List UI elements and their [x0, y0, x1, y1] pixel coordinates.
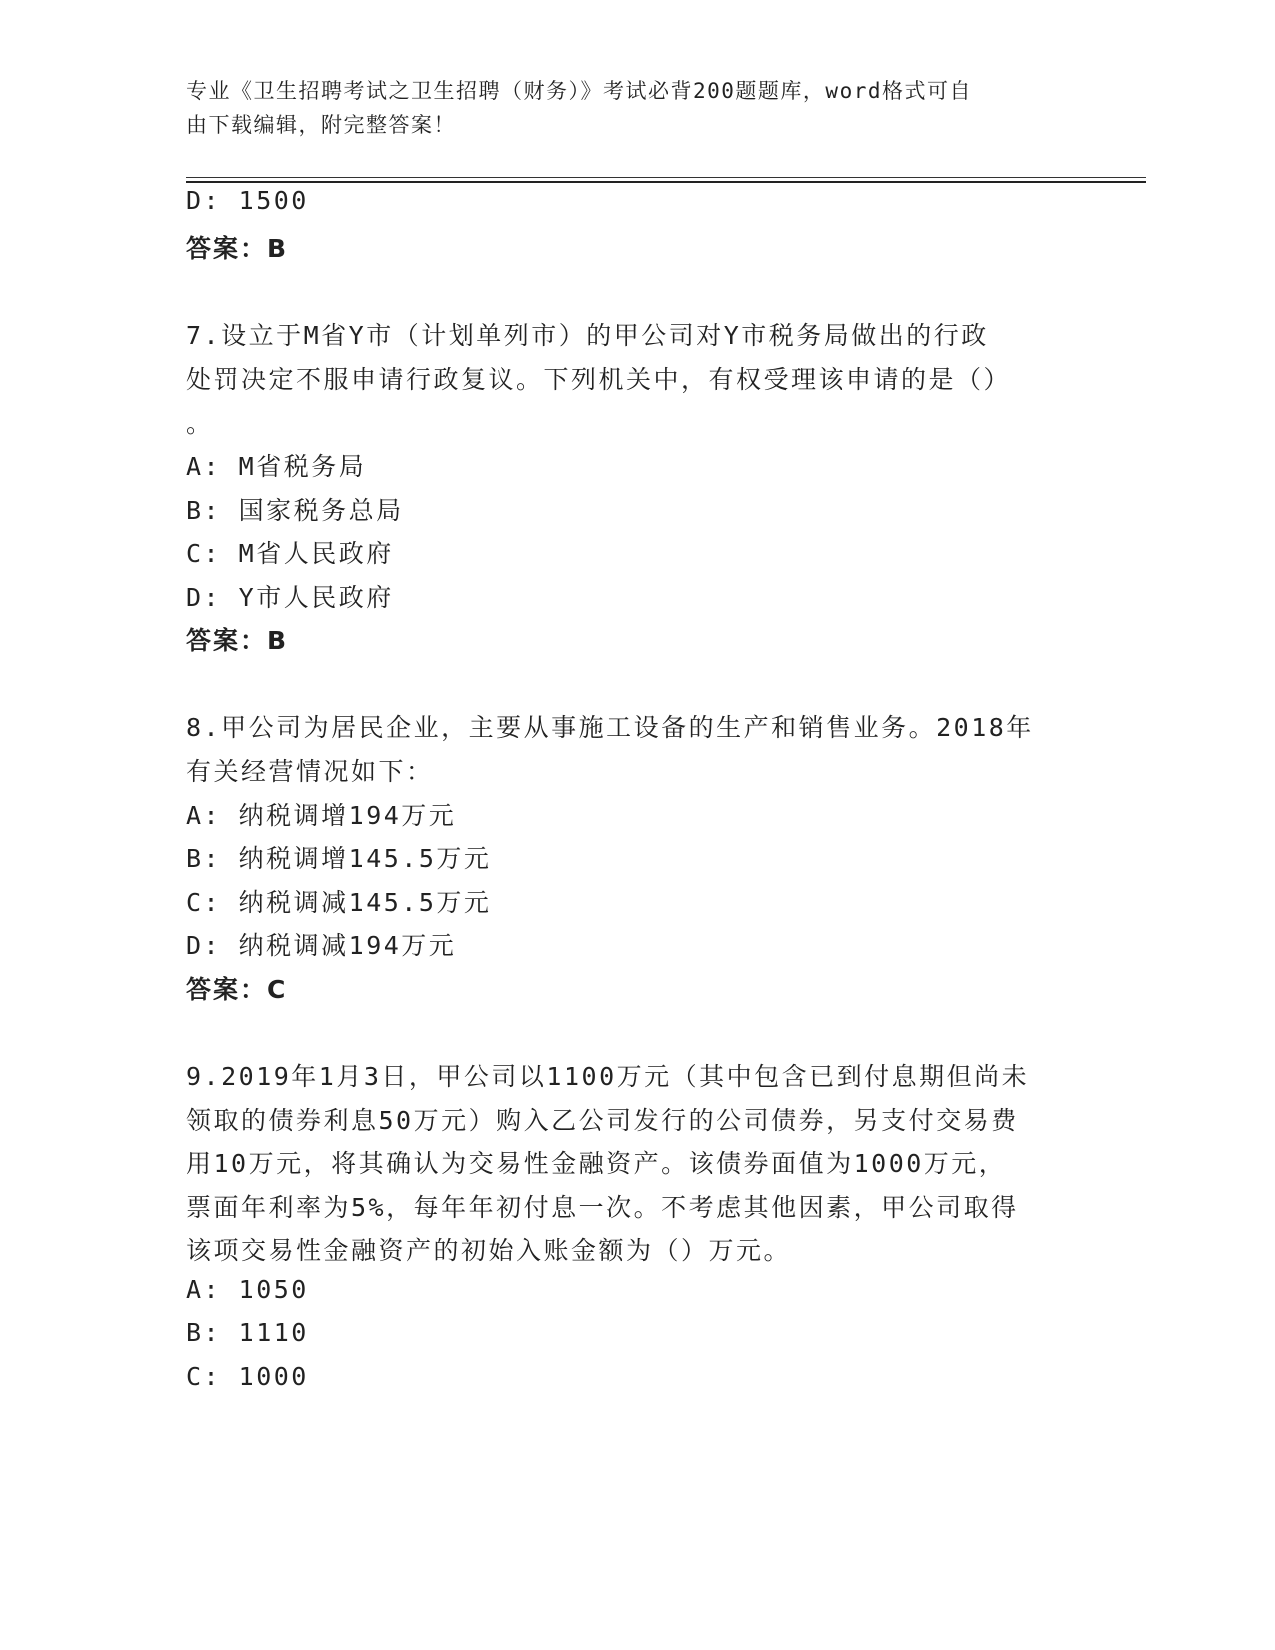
q7-stem-line-2: 处罚决定不服申请行政复议。下列机关中，有权受理该申请的是（）: [186, 365, 1012, 394]
header-divider-thick: [186, 181, 1146, 183]
q7-stem-line-1: 7.设立于M省Y市（计划单列市）的甲公司对Y市税务局做出的行政: [186, 321, 989, 350]
q9-stem-line-2: 领取的债券利息50万元）购入乙公司发行的公司债券，另支付交易费: [186, 1106, 1019, 1135]
q7-option-a: A: M省税务局: [186, 452, 367, 481]
q9-stem-line-4: 票面年利率为5%，每年年初付息一次。不考虑其他因素，甲公司取得: [186, 1193, 1019, 1222]
q6-option-d: D: 1500: [186, 186, 309, 215]
q9-stem-line-3: 用10万元，将其确认为交易性金融资产。该债券面值为1000万元，: [186, 1149, 1007, 1178]
q9-option-a: A: 1050: [186, 1275, 309, 1304]
q8-stem-line-1: 8.甲公司为居民企业，主要从事施工设备的生产和销售业务。2018年: [186, 713, 1034, 742]
q8-stem-line-2: 有关经营情况如下：: [186, 757, 434, 786]
q9-option-b: B: 1110: [186, 1318, 309, 1347]
q8-option-a: A: 纳税调增194万元: [186, 801, 457, 830]
q8-answer: 答案：C: [186, 975, 288, 1004]
q7-option-c: C: M省人民政府: [186, 539, 394, 568]
header-line-1: 专业《卫生招聘考试之卫生招聘（财务）》考试必背200题题库，word格式可自: [186, 79, 972, 103]
page-header: [186, 74, 1066, 142]
q7-option-d: D: Y市人民政府: [186, 583, 394, 612]
q9-option-c: C: 1000: [186, 1362, 309, 1391]
q8-option-c: C: 纳税调减145.5万元: [186, 888, 492, 917]
q9-stem-line-5: 该项交易性金融资产的初始入账金额为（）万元。: [186, 1236, 792, 1265]
q7-option-b: B: 国家税务总局: [186, 496, 404, 525]
q8-option-b: B: 纳税调增145.5万元: [186, 844, 492, 873]
q8-option-d: D: 纳税调减194万元: [186, 931, 457, 960]
header-line-2: 由下载编辑，附完整答案！: [186, 113, 456, 137]
q9-stem-line-1: 9.2019年1月3日，甲公司以1100万元（其中包含已到付息期但尚未: [186, 1062, 1030, 1091]
q7-answer: 答案：B: [186, 626, 289, 655]
q6-answer: 答案：B: [186, 234, 289, 263]
q7-stem-line-3: 。: [186, 409, 214, 438]
header-divider-thin: [186, 177, 1146, 178]
